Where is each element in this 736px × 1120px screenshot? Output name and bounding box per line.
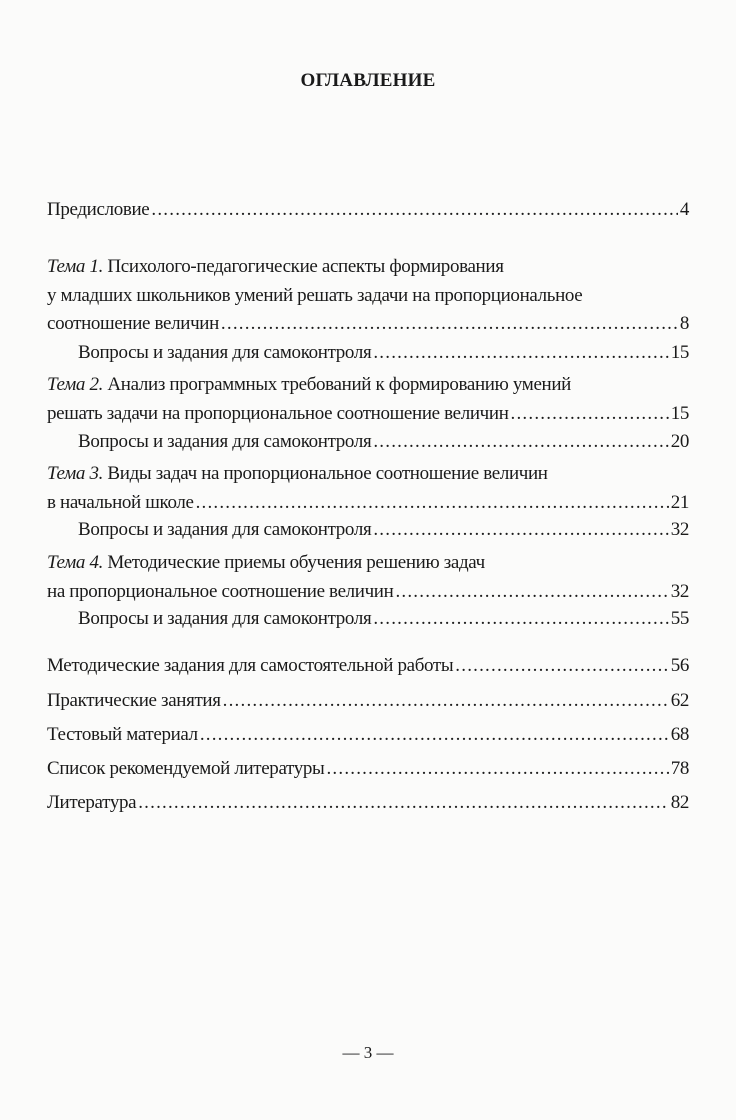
entry-text: соотношение величин	[47, 313, 219, 334]
toc-entry-test-material[interactable]	[47, 721, 689, 750]
entry-text: решать задачи на пропорциональное соотношение величин	[47, 402, 509, 424]
toc-entry-topic-4[interactable]	[47, 549, 689, 606]
topic-prefix: Тема 2.	[47, 374, 104, 395]
topic-prefix: Тема 4.	[47, 552, 104, 573]
dot-leader	[395, 578, 668, 607]
entry-text: на пропорциональное соотношение величин	[47, 580, 394, 602]
entry-text: у младших школьников умений решать задачи на пропорциональное	[47, 284, 583, 306]
toc-entry-methodical-tasks[interactable]	[47, 652, 689, 681]
entry-page: 32	[670, 519, 689, 540]
entry-text: Практические занятия	[47, 690, 221, 711]
entry-text: Вопросы и задания для самоконтроля	[78, 519, 372, 540]
dot-leader	[511, 400, 669, 429]
page-title: ОГЛАВЛЕНИЕ	[300, 70, 436, 91]
entry-page: 78	[670, 758, 689, 779]
entry-page: 82	[670, 792, 689, 813]
entry-page: 68	[670, 724, 689, 745]
entry-text: Вопросы и задания для самоконтроля	[78, 608, 372, 629]
dot-leader	[223, 687, 669, 716]
dot-leader	[455, 652, 668, 681]
toc-entry-self-check-1[interactable]	[78, 339, 689, 368]
toc-entry-practical-lessons[interactable]	[47, 687, 689, 716]
dot-leader	[373, 428, 668, 457]
toc-entry-recommended-literature[interactable]	[47, 755, 689, 784]
entry-page: 4	[679, 199, 689, 220]
topic-prefix: Тема 3.	[47, 463, 104, 484]
entry-text: Вопросы и задания для самоконтроля	[78, 431, 372, 452]
toc-entry-self-check-2[interactable]	[78, 428, 689, 457]
toc-entry-topic-3[interactable]	[47, 460, 689, 517]
entry-text: Виды задач на пропорциональное соотношение величин	[103, 463, 548, 484]
entry-page: 55	[670, 608, 689, 629]
entry-text: Психолого-педагогические аспекты формирования	[103, 256, 504, 277]
dot-leader	[373, 605, 668, 634]
topic-prefix: Тема 1.	[47, 256, 104, 277]
toc-entry-literature[interactable]	[47, 789, 689, 818]
entry-text: Методические задания для самостоятельной работы	[47, 655, 454, 676]
entry-page: 15	[670, 402, 689, 424]
entry-page: 15	[670, 342, 689, 363]
entry-text: Анализ программных требований к формированию умений	[103, 374, 571, 395]
dot-leader	[326, 755, 668, 784]
entry-page: 20	[670, 431, 689, 452]
dot-leader	[200, 721, 669, 750]
entry-text: Вопросы и задания для самоконтроля	[78, 342, 372, 363]
entry-text: Список рекомендуемой литературы	[47, 758, 325, 779]
entry-text: в начальной школе	[47, 491, 194, 513]
entry-text: Методические приемы обучения решению задач	[103, 552, 485, 573]
dot-leader	[151, 196, 677, 225]
dot-leader	[221, 310, 678, 339]
dot-leader	[138, 789, 668, 818]
entry-text: Тестовый материал	[47, 724, 198, 745]
toc-entry-self-check-3[interactable]	[78, 516, 689, 545]
toc-entry-preface[interactable]	[47, 196, 689, 225]
entry-page: 21	[670, 491, 689, 513]
toc-entry-self-check-4[interactable]	[78, 605, 689, 634]
toc-entry-topic-1[interactable]	[47, 253, 689, 339]
dot-leader	[373, 339, 668, 368]
entry-text: Предисловие	[47, 199, 150, 220]
dot-leader	[373, 516, 668, 545]
entry-page: 32	[670, 580, 689, 602]
dot-leader	[196, 489, 669, 518]
entry-page: 62	[670, 690, 689, 711]
entry-text: Литература	[47, 792, 137, 813]
entry-page: 8	[679, 313, 689, 334]
entry-page: 56	[670, 655, 689, 676]
toc-entry-topic-2[interactable]	[47, 371, 689, 428]
page-number: — 3 —	[342, 1043, 394, 1062]
